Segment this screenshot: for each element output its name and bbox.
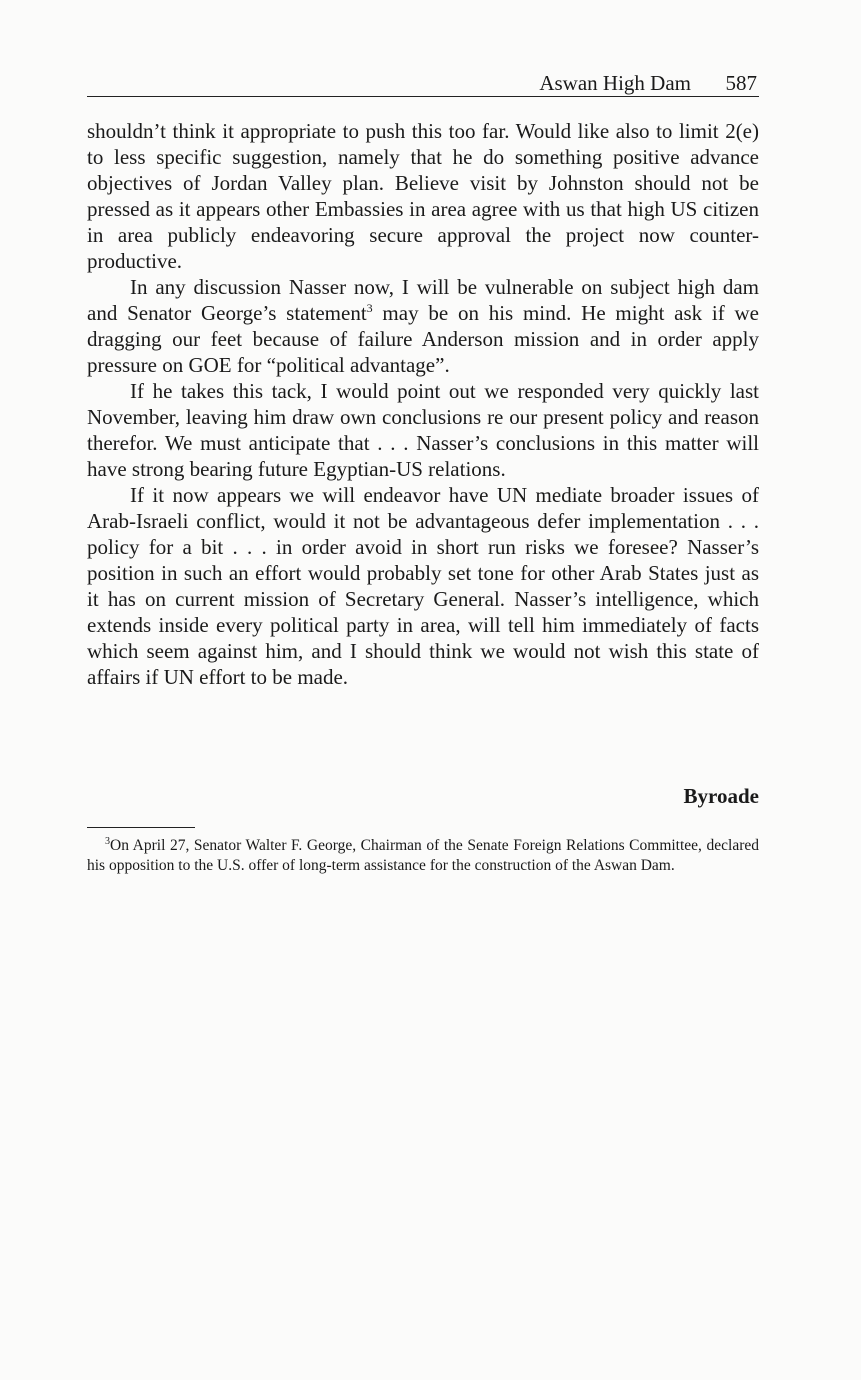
footnote-marker: 3	[105, 836, 110, 847]
signature: Byroade	[683, 784, 759, 808]
body-text	[87, 118, 759, 690]
page-number: 587	[725, 71, 757, 95]
footnote-divider	[87, 827, 195, 828]
footnote-reference: 3	[366, 301, 373, 315]
paragraph-1: shouldn’t think it appropriate to push this too far. Would like also to limit 2(e) to less specific suggestion, namely that he do something positive advance objectives of Jordan Valley plan. Believe visit by Johnston should not be pressed as it appears other Embassies in area agree with us that high US citizen in area publicly endeavoring secure approval the project now counter-productive.	[87, 119, 759, 273]
paragraph-2-text-start: In any discussion Nasser now, I will be vulnerable on subject high dam and Senator George’s statement	[87, 275, 759, 325]
running-head-title: Aswan High Dam	[539, 71, 691, 95]
footnote-text: On April 27, Senator Walter F. George, Chairman of the Senate Foreign Relations Committee, declared his opposition to the U.S. offer of long-term assistance for the construction of the Aswan Dam.	[87, 837, 759, 874]
paragraph-2	[87, 274, 759, 378]
paragraph-2-text-end: may be on his mind. He might ask if we dragging our feet because of failure Anderson mission and in order apply pressure on GOE for “political advantage”.	[87, 301, 760, 377]
running-head	[87, 70, 759, 97]
paragraph-4: If it now appears we will endeavor have UN mediate broader issues of Arab-Israeli conflict, would it not be advantageous defer implementation . . . policy for a bit . . . in order avoid in short run risks we foresee? Nasser’s position in such an effort would probably set tone for other Arab States just as it has on current mission of Secretary General. Nasser’s intelligence, which extends inside every political party in area, will tell him immediately of facts which seem against him, and I should think we would not wish this state of affairs if UN effort to be made.	[87, 483, 759, 689]
paragraph-3: If he takes this tack, I would point out we responded very quickly last November, leaving him draw own conclusions re our present policy and reason therefor. We must anticipate that . . . Nasser’s conclusions in this matter will have strong bearing future Egyptian-US relations.	[87, 379, 759, 481]
footnote	[87, 836, 759, 876]
footnote-paragraph	[87, 836, 759, 876]
